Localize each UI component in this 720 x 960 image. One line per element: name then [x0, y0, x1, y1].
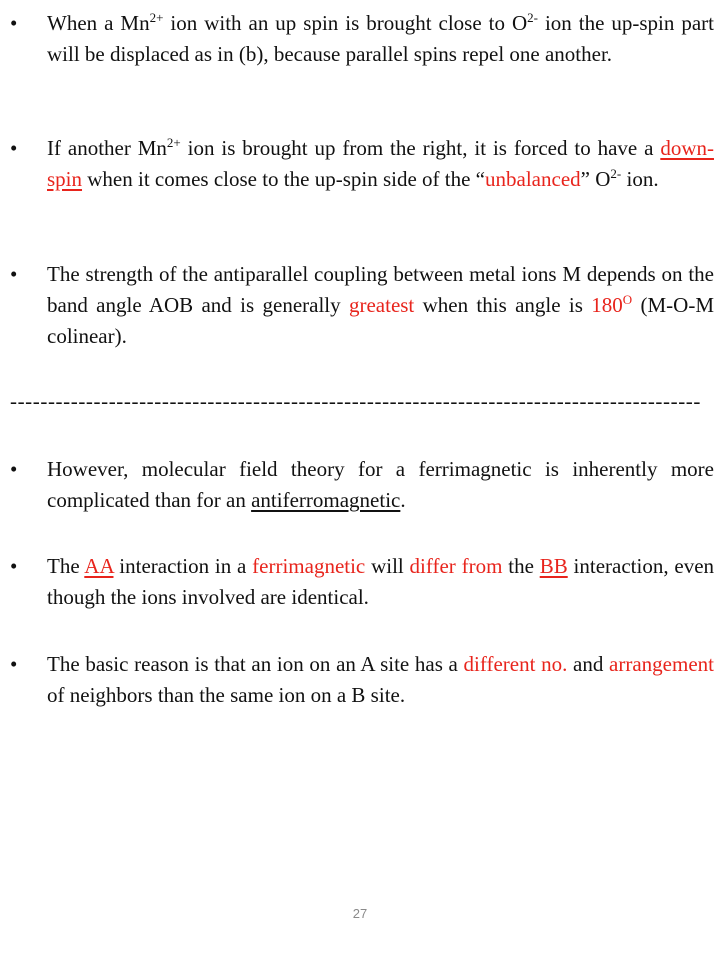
bullet-marker: • [10, 652, 18, 676]
bullet-2 [10, 133, 714, 195]
bullet-3 [10, 259, 714, 352]
text-run: and [567, 652, 610, 676]
superscript: 2- [610, 166, 622, 181]
bullet-2-text [47, 133, 714, 195]
bullet-6-text [47, 649, 714, 711]
superscript: O [622, 292, 633, 307]
text-run: The strength of the antiparallel coupling between metal ions M depends on the band angle AOB and is generally [47, 262, 714, 317]
bullet-marker: • [10, 11, 18, 35]
text-run: ion the up-spin part will be displaced as in (b), because parallel spins repel one another. [47, 11, 714, 66]
highlight-term: 180 [591, 293, 623, 317]
text-run: . [400, 488, 406, 512]
bullet-marker: • [10, 457, 18, 481]
page-number: 27 [352, 906, 368, 921]
bullet-marker: • [10, 262, 18, 286]
text-run: interaction in a [113, 554, 253, 578]
highlight-term: unbalanced [485, 167, 581, 191]
bullet-1-text [47, 8, 714, 70]
text-run: If another Mn [47, 136, 167, 160]
section-divider: ------------------------------------------------------------------------------------------- [10, 389, 701, 413]
superscript: 2+ [149, 10, 164, 25]
text-run: when it comes close to the up-spin side of the “ [82, 167, 486, 191]
text-run: ion. [621, 167, 659, 191]
text-run: ion is brought up from the right, it is forced to have a [180, 136, 661, 160]
highlight-term: greatest [348, 293, 415, 317]
highlight-term: ferrimagnetic [252, 554, 366, 578]
text-run: However, molecular field theory for a ferrimagnetic is inherently more complicated than for an [47, 457, 714, 512]
bullet-marker: • [10, 136, 18, 160]
text-run: (M-O-M colinear). [47, 293, 715, 348]
bullet-6 [10, 649, 714, 711]
text-run: When a Mn [47, 11, 150, 35]
highlight-term: arrangement [609, 652, 714, 676]
text-run: of neighbors than the same ion on a B site. [47, 683, 406, 707]
highlight-term: down-spin [47, 136, 714, 191]
highlight-term: BB [539, 554, 568, 578]
text-run: ” O [580, 167, 611, 191]
text-run: will [365, 554, 410, 578]
superscript: 2- [527, 10, 538, 25]
text-run: The basic reason is that an ion on an A site has a [47, 652, 464, 676]
underlined-term: antiferromagnetic [251, 488, 401, 512]
text-run: The [47, 554, 85, 578]
highlight-term: AA [84, 554, 114, 578]
bullet-1 [10, 8, 714, 70]
text-run: when this angle is [414, 293, 592, 317]
superscript: 2+ [166, 135, 181, 150]
highlight-term: different no. [463, 652, 568, 676]
bullet-4-text [47, 454, 714, 516]
text-run: ion with an up spin is brought close to O [163, 11, 528, 35]
text-run: the [502, 554, 540, 578]
bullet-3-text [47, 259, 714, 352]
bullet-5-text [47, 551, 714, 613]
highlight-term: differ from [409, 554, 503, 578]
text-run: interaction, even though the ions involved are identical. [47, 554, 715, 609]
bullet-4 [10, 454, 714, 516]
bullet-marker: • [10, 554, 18, 578]
bullet-5 [10, 551, 714, 613]
